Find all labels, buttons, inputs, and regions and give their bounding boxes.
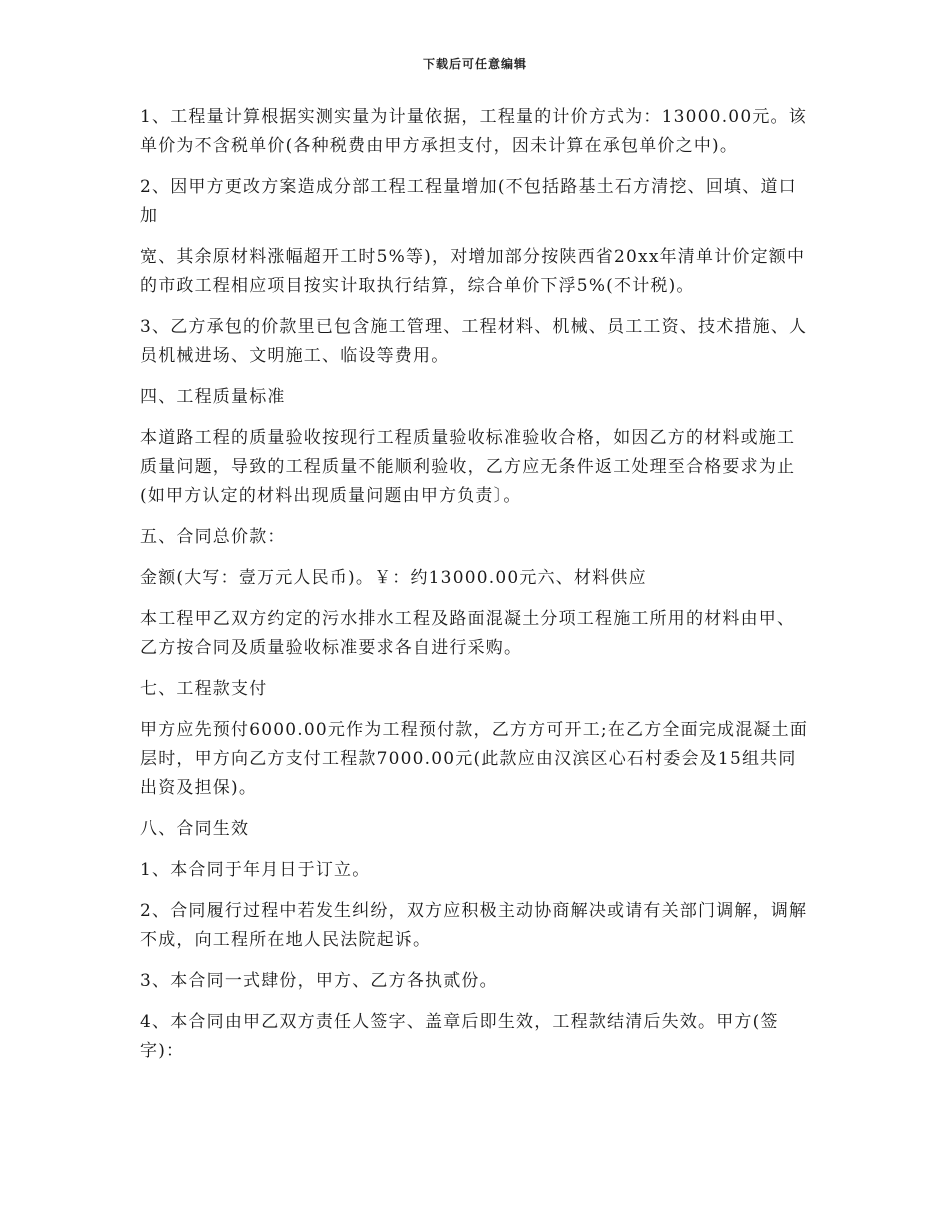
page-header: 下载后可任意编辑	[422, 57, 527, 71]
section-heading-effective: 八、合同生效	[140, 819, 250, 839]
document-body	[140, 103, 812, 1078]
section-heading-payment: 七、工程款支付	[140, 679, 268, 699]
paragraph-copies: 3、本合同一式肆份，甲方、乙方各执贰份。	[140, 971, 498, 991]
paragraph-pricing-method: 1、工程量计算根据实测实量为计量依据，工程量的计价方式为：13000.00元。该单价为不含税单价(各种税费由甲方承担支付，因未计算在承包单价之中)。	[140, 107, 807, 156]
section-heading-quality: 四、工程质量标准	[140, 387, 286, 407]
paragraph-settlement: 宽、其余原材料涨幅超开工时5%等)，对增加部分按陕西省20xx年清单计价定额中的市政工程相应项目按实计取执行结算，综合单价下浮5%(不计税)。	[140, 247, 806, 296]
paragraph-quality-standard: 本道路工程的质量验收按现行工程质量验收标准验收合格，如因乙方的材料或施工质量问题，导致的工程质量不能顺利验收，乙方应无条件返工处理至合格要求为止(如甲方认定的材料出现质量问题由甲方负责〕。	[140, 428, 796, 506]
paragraph-materials: 本工程甲乙双方约定的污水排水工程及路面混凝土分项工程施工所用的材料由甲、乙方按合同及质量验收标准要求各自进行采购。	[140, 609, 796, 658]
paragraph-amount: 金额(大写：壹万元人民币)。￥：约13000.00元六、材料供应	[140, 568, 647, 588]
paragraph-quantity-increase: 2、因甲方更改方案造成分部工程工程量增加(不包括路基土石方清挖、回填、道口加	[140, 177, 797, 226]
section-heading-total-price: 五、合同总价款：	[140, 527, 286, 547]
paragraph-included-costs: 3、乙方承包的价款里已包含施工管理、工程材料、机械、员工工资、技术措施、人员机械进场、文明施工、临设等费用。	[140, 317, 808, 366]
paragraph-signing-date: 1、本合同于年月日于订立。	[140, 860, 371, 880]
paragraph-effectiveness: 4、本合同由甲乙双方责任人签字、盖章后即生效，工程款结清后失效。甲方(签字)：	[140, 1012, 779, 1061]
paragraph-disputes: 2、合同履行过程中若发生纠纷，双方应积极主动协商解决或请有关部门调解，调解不成，向工程所在地人民法院起诉。	[140, 901, 808, 950]
paragraph-payment-terms: 甲方应先预付6000.00元作为工程预付款，乙方方可开工;在乙方全面完成混凝土面层时，甲方向乙方支付工程款7000.00元(此款应由汉滨区心石村委会及15组共同出资及担保)。	[140, 720, 809, 798]
